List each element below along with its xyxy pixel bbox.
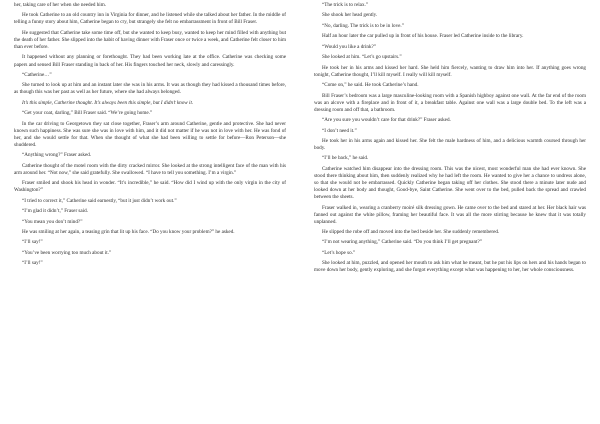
paragraph: He slipped the robe off and moved into the bed beside her. She suddenly remembered. <box>322 229 500 236</box>
paragraph: He took her in his arms and kissed her hard. She held him fiercely, wanting to draw him into her. If anything goes wrong tonight, Catherine thought, I’ll kill myself. I really will kill myself. <box>314 64 586 78</box>
paragraph: He took Catherine to an old country inn in Virginia for dinner, and he listened while she talked about her father. In the middle of telling a funny story about him, Catherine began to cry, but strangely she felt no embarrassment in front of Bill Fraser. <box>14 12 286 26</box>
right-page <box>314 2 586 422</box>
paragraph: “You mean you don’t mind?” <box>22 218 83 225</box>
paragraph: “I’m glad it didn’t,” Fraser said. <box>22 208 89 215</box>
paragraph: “I’m not wearing anything,” Catherine said. “Do you think I’ll get pregnant?” <box>322 239 483 246</box>
paragraph: “Would you like a drink?” <box>322 43 377 50</box>
paragraph: Bill Fraser’s bedroom was a large masculine-looking room with a Spanish highboy against one wall. At the far end of the room was an alcove with a fireplace and in front of it, a breakfast table. Against one wall was a large double bed. To the left was a dressing room and off that, a bathroom. <box>314 92 586 113</box>
paragraph: Half an hour later the car pulled up in front of his house. Fraser led Catherine inside to the library. <box>322 33 524 40</box>
paragraph: “Are you sure you wouldn’t care for that drink?” Fraser asked. <box>322 117 451 124</box>
paragraph: Fraser walked in, wearing a cranberry moiré silk dressing gown. He came over to the bed and stared at her. Her black hair was fanned out against the white pillow, framing her beautiful face. It was all the more stirring because he knew that it was totally unplanned. <box>314 204 586 225</box>
paragraph: She shook her head gently. <box>322 12 378 19</box>
left-page <box>14 2 286 422</box>
paragraph: She turned to look up at him and an instant later she was in his arms. It was as though they had kissed a thousand times before, as though this was her past as well as her future, where she had always belonged. <box>14 82 286 96</box>
paragraph: “Anything wrong?” Fraser asked. <box>22 152 92 159</box>
paragraph: In the car driving to Georgetown they sat close together, Fraser’s arm around Catherine, gentle and protective. She had never known such happiness. She was sure she was in love with him, and it did not matter if he was not in love with her. He was fond of her, and she would settle for that. When she thought of what she had been willing to settle for before—Ron Peterson—she shuddered. <box>14 120 286 148</box>
paragraph: “You’ve been worrying too much about it.” <box>22 249 112 256</box>
paragraph: “I’ll be back,” he said. <box>322 155 369 162</box>
paragraph: “Catherine…” <box>22 71 52 78</box>
paragraph: “Come on,” he said. He took Catherine’s hand. <box>322 82 419 89</box>
paragraph: “The trick is to relax.” <box>322 2 369 8</box>
paragraph: Catherine watched him disappear into the dressing room. This was the nicest, most wonderful man she had ever known. She stood there thinking about him, then suddenly realized why he had left the room. He wanted to give her a chance to undress alone, so that she would not be embarrassed. Quickly Catherine began taking off her clothes. She stood there a minute later nude and looked down at her body and thought, Good-bye, Saint Catherine. She went over to the bed, pulled back the spread and crawled between the sheets. <box>314 165 586 201</box>
paragraph: “I’ll say!” <box>22 260 43 267</box>
paragraph: “Let’s hope so.” <box>322 249 356 256</box>
paragraph: He suggested that Catherine take some time off, but she wanted to keep busy, wanted to keep her mind filled with anything but the death of her father. She slipped into the habit of having dinner with Fraser once or twice a week, and Catherine felt closer to him than ever before. <box>14 29 286 51</box>
paragraph: “I don’t need it.” <box>322 127 357 134</box>
paragraph: “No, darling. The trick is to be in love.” <box>322 22 404 29</box>
paragraph: “Get your coat, darling,” Bill Fraser said. “We’re going home.” <box>22 110 153 117</box>
paragraph: It’s this simple, Catherine thought. It’s always been this simple, but I didn’t know it. <box>22 99 194 106</box>
paragraph: He was smiling at her again, a teasing grin that lit up his face. “Do you know your problem?” he asked. <box>22 229 235 236</box>
paragraph: Fraser smiled and shook his head in wonder. “It’s incredible,” he said. “How did I wind up with the only virgin in the city of Washington?” <box>14 180 286 194</box>
paragraph: “I’ll say!” <box>22 239 43 246</box>
paragraph: Catherine thought of the motel room with the dirty cracked mirror. She looked at the strong intelligent face of the man with his arm around her. “Not now,” she said gratefully. She swallowed. “I have to tell you something. I’m a virgin.” <box>14 162 286 176</box>
paragraph: “I tried to correct it,” Catherine said earnestly, “but it just didn’t work out.” <box>22 197 177 204</box>
paragraph: He took her in his arms again and kissed her. She felt the male hardness of him, and a delicious warmth coursed through her body. <box>314 137 586 151</box>
paragraph: She looked at him. “Let’s go upstairs.” <box>322 54 402 61</box>
paragraph: It happened without any planning or forethought. They had been working late at the office. Catherine was checking some papers and sensed Bill Fraser standing in back of her. His fingers touched her neck, slowly and caressingly. <box>14 54 286 68</box>
paragraph: She looked at him, puzzled, and opened her mouth to ask him what he meant, but he put his lips on hers and his hands began to move down her body, gently exploring, and she forgot everything except what was happening to her, her whole consciousness. <box>314 260 586 274</box>
paragraph: her, taking care of her when she needed him. <box>14 2 107 8</box>
